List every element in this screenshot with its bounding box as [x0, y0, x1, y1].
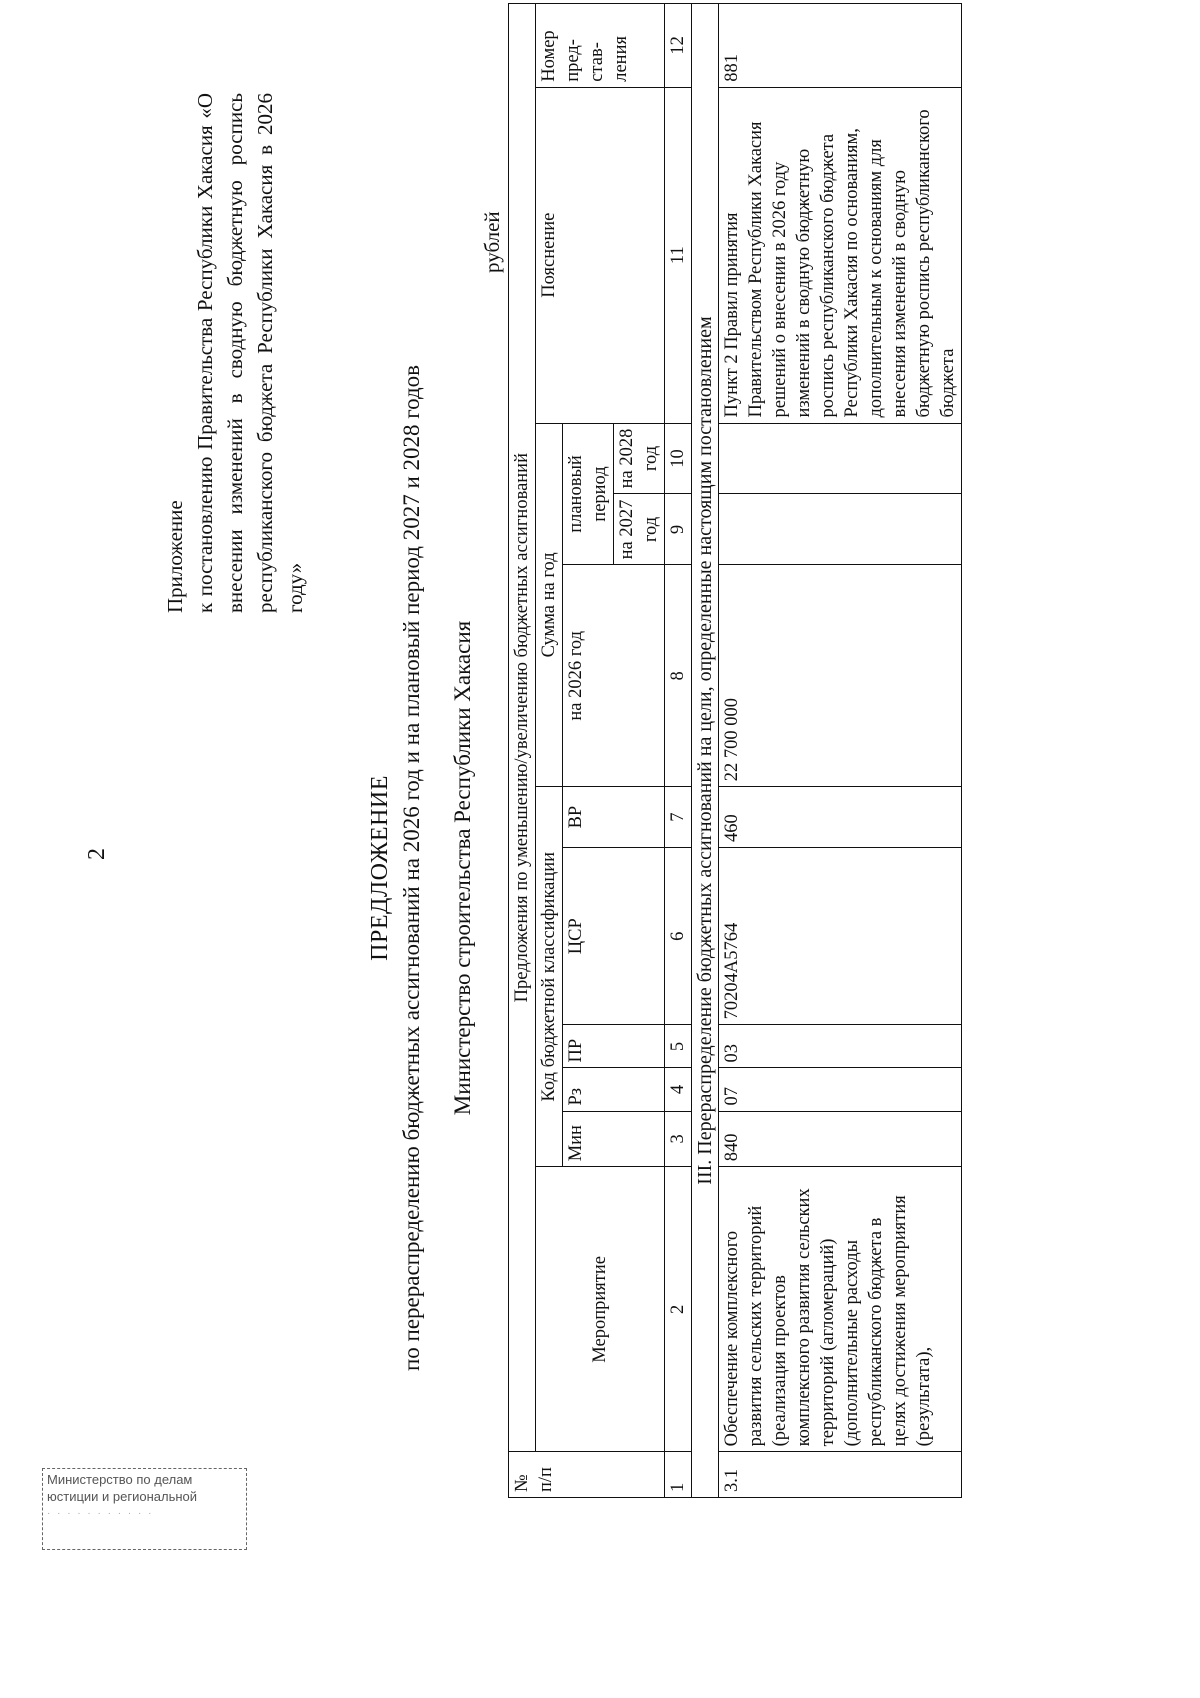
header-2028: на 2028 год: [614, 423, 665, 494]
header-num: № п/п: [509, 1452, 665, 1498]
header-submission-no: Номер пред-став-ления: [536, 4, 665, 88]
header-activity: Мероприятие: [536, 1167, 665, 1452]
header-vr: ВР: [563, 787, 665, 848]
colnum-4: 4: [665, 1068, 692, 1111]
header-row-1: [509, 4, 536, 1498]
ministry-name: Министерство строительства Республики Хакасия: [450, 620, 475, 1116]
header-planning-period: плановый период: [563, 423, 614, 565]
colnum-11: 11: [665, 87, 692, 423]
colnum-7: 7: [665, 787, 692, 848]
stamp-line-2: юстиции и региональной: [47, 1489, 198, 1504]
section-title: III. Перераспределение бюджетных ассигнований на цели, определенные настоящим постановлением: [692, 4, 719, 1498]
colnum-10: 10: [665, 423, 692, 494]
header-rz: Рз: [563, 1068, 665, 1111]
column-number-row: [665, 4, 692, 1498]
row-pr: 03: [719, 1025, 962, 1068]
row-min: 840: [719, 1111, 962, 1167]
colnum-6: 6: [665, 848, 692, 1025]
header-2026: на 2026 год: [563, 565, 665, 787]
header-pr: ПР: [563, 1025, 665, 1068]
document-subtitle: по перераспределению бюджетных ассигнований на 2026 год и на плановый период 2027 и 2028 годов: [399, 364, 424, 1372]
document-title-block: [365, 318, 427, 1418]
colnum-8: 8: [665, 565, 692, 787]
stamp-faint-marks: · · · · · · · · · · ·: [47, 1508, 154, 1519]
registration-stamp: [42, 1468, 247, 1550]
appendix-text: к постановлению Правительства Республики Хакасия «О внесении изменений в сводную бюджетную роспись республиканского бюджета Республики Хакасия в 2026 году»: [193, 93, 307, 613]
row-explanation: Пункт 2 Правил принятия Правительством Республики Хакасия решений о внесении в 2026 году изменений в сводную бюджетную роспись республиканского бюджета Республики Хакасия по основаниям, дополнительным к основаниям для внесения изменений в сводную бюджетную роспись республиканского бюджета: [719, 87, 962, 423]
row-activity: Обеспечение комплексного развития сельских территорий (реализация проектов комплексного развития сельских территорий (агломераций) (дополнительные расходы республиканского бюджета в целях достижения мероприятия (результата),: [719, 1167, 962, 1452]
header-2027: на 2027 год: [614, 494, 665, 565]
appendix-title: Приложение: [163, 500, 187, 613]
appendix-block: [160, 93, 310, 613]
colnum-9: 9: [665, 494, 692, 565]
header-row-2: [536, 4, 563, 1498]
header-csr: ЦСР: [563, 848, 665, 1025]
reallocation-table: [508, 3, 962, 1498]
stamp-line-1: Министерство по делам: [47, 1472, 193, 1487]
header-proposals: Предложения по уменьшению/увеличению бюджетных ассигнований: [509, 4, 536, 1452]
row-submission-no: 881: [719, 4, 962, 88]
document-title: ПРЕДЛОЖЕНИЕ: [367, 775, 393, 961]
header-min: Мин: [563, 1111, 665, 1167]
row-vr: 460: [719, 787, 962, 848]
header-explanation: Пояснение: [536, 87, 665, 423]
row-2027: [719, 494, 962, 565]
units-label: рублей: [480, 211, 504, 273]
section-row: [692, 4, 719, 1498]
colnum-5: 5: [665, 1025, 692, 1068]
row-2028: [719, 423, 962, 494]
row-num: 3.1: [719, 1452, 962, 1498]
page-number: 2: [84, 848, 110, 860]
header-sum-year: Сумма на год: [536, 423, 563, 787]
colnum-12: 12: [665, 4, 692, 88]
colnum-2: 2: [665, 1167, 692, 1452]
row-rz: 07: [719, 1068, 962, 1111]
header-budget-code: Код бюджетной классификации: [536, 787, 563, 1167]
row-2026: 22 700 000: [719, 565, 962, 787]
table-row: [719, 4, 962, 1498]
row-csr: 70204A5764: [719, 848, 962, 1025]
colnum-3: 3: [665, 1111, 692, 1167]
colnum-1: 1: [665, 1452, 692, 1498]
